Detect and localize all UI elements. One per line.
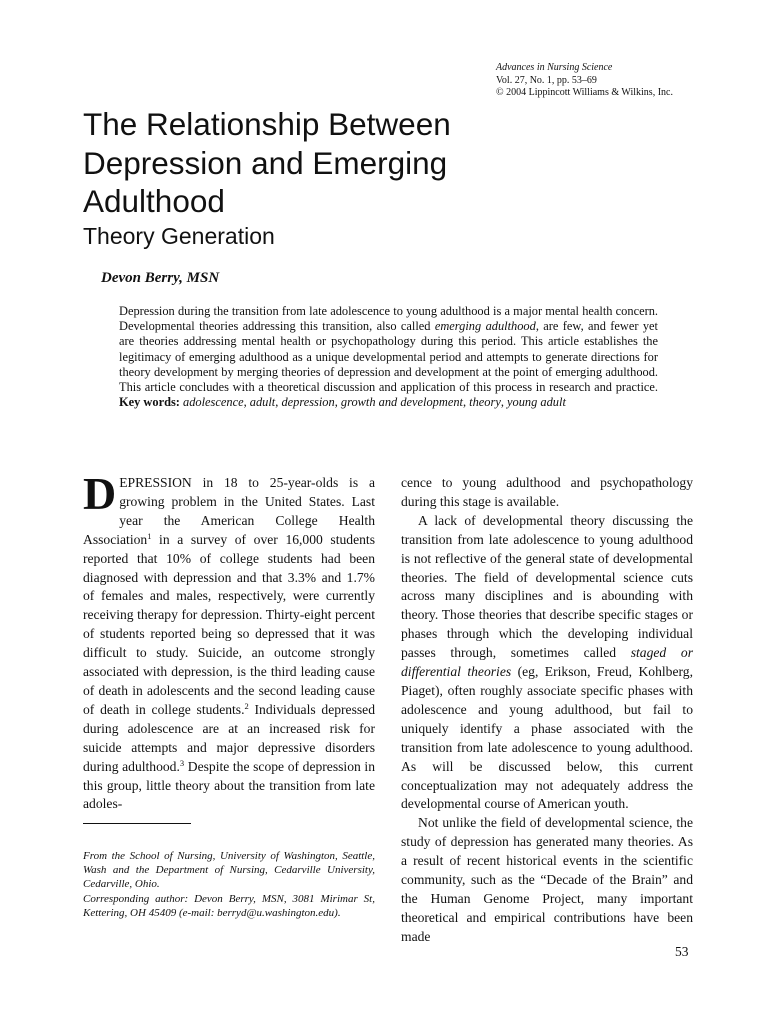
body-paragraph-3: Not unlike the field of developmental science, the study of depression has generated many theories. As a result of recent historical events in the scientific community, such as the “Decade of the Brain” and the Human Genome Project, many important theoretical and empirical contributions have been made [401,815,693,944]
paragraph-text: (eg, Erikson, Freud, Kohlberg, Piaget), often roughly associate specific phases with adolescence and young adulthood, but fail to uniquely identify a phase associated with the transition from late adolescence to young adulthood. As will be discussed below, this current conceptualization may not adequately address the developmental course of American youth. [401,664,693,812]
article-title [83,105,723,221]
footnote-rule [83,823,191,824]
title-line-2: Depression and Emerging [83,144,448,181]
body-paragraph-2 [401,512,693,815]
journal-citation [496,62,736,100]
keyword-separator: , [334,395,341,410]
footnote-affiliation: From the School of Nursing, University of Washington, Seattle, Wash and the Department of Nursing, Cedarville University, Cedarville, Ohio. [83,850,375,890]
paragraph-text: A lack of developmental theory discussing the transition from late adolescence to young adulthood is not reflective of the general state of developmental theories. The field of developmental science cuts across many disciplines and is abounding with theory. Those theories that describe specific stages or phases through which the developing individual passes through, sometimes called [401,512,693,661]
keyword: depression [281,395,335,410]
drop-cap: D [83,468,117,519]
abstract-emphasis: emerging adulthood [434,319,536,334]
paragraph-text: in a survey of over 16,000 students reported that 10% of college students had been diagnosed with depression and that 3.3% and 1.7% of females and males, respectively, were currently receiving therapy for depression. Thirty-eight percent of students reported being so depressed that it was difficult to study. Suicide, an outcome strongly associated with depression, is the third leading cause of death in adolescents and the second leading cause of death in college students. [83,531,375,717]
keyword-separator: , [500,395,508,410]
keyword-separator: , [275,395,282,410]
abstract-text-2: , are few, and fewer yet are theories addressing mental health or psychopathology during this period. This article establishes the legitimacy of emerging adulthood as a unique developmental period and attempts to generate directions for theory development by merging theories of depression and development at the point of emerging adulthood. This article concludes with a theoretical discussion and application of this process in research and practice. [119,319,659,395]
article-subtitle: Theory Generation [83,223,275,249]
journal-copyright: © 2004 Lippincott Williams & Wilkins, Inc. [496,87,673,98]
reference-superscript: 3 [179,757,185,768]
keyword-separator: , [462,395,470,410]
abstract [119,304,658,410]
abstract-text-1: Depression during the transition from late adolescence to young adulthood is a major mental health concern. Developmental theories addressing this transition, also called [119,304,658,334]
body-paragraph-1: DEPRESSION in 18 to 25-year-olds is a growing problem in the United States. Last year the American College Health Association$^1$ in a survey of over 16,000 students reported that 10% of college students had been diagnosed with depression and that 3.3% and 1.7% of females and males, respectively, were currently receiving therapy for depression. Thirty-eight percent of students reported being so depressed that it was difficult to study. Suicide, an outcome strongly associated with depression, is the third leading cause of death in adolescents and the second leading cause of death in college students.$^2$ Individuals depressed during adolescence are at an increased risk for suicide attempts and major depressive disorders during adulthood.$^3$ Despite the scope of depression in this group, little theory about the transition from late adoles- [83,468,375,812]
body-paragraph-1-continued: cence to young adulthood and psychopathology during this stage is available. [401,475,693,509]
body-column-right [401,474,693,947]
footnote-correspondence: Corresponding author: Devon Berry, MSN, 3081 Mirimar St, Kettering, OH 45409 (e-mail: berryd@u.washington.edu). [83,893,375,919]
author-name: Devon Berry, MSN [101,270,220,286]
keywords-label: Key words: [119,395,180,410]
keyword: adult [249,395,276,410]
reference-superscript: 2 [244,700,249,711]
journal-volume: Vol. 27, No. 1, pp. 53–69 [496,74,597,86]
keyword: adolescence [183,395,244,410]
page-number: 53 [675,944,689,959]
keyword: theory [469,395,501,410]
journal-name: Advances in Nursing Science [496,62,613,73]
paragraph-emphasis: staged or differential theories [401,645,693,680]
keyword: young adult [507,395,566,410]
paragraph-text: Despite the scope of depression in this group, little theory about the transition from late adoles [83,758,375,812]
title-line-3: Adulthood [83,183,225,219]
body-column-left [83,468,375,814]
keyword: growth and development [340,395,463,410]
keyword-separator: , [243,395,250,410]
title-line-1: The Relationship Between [83,106,451,142]
paragraph-text: EPRESSION in 18 to 25-year-olds is a growing problem in the United States. Last year the American College Health Association [83,475,375,547]
reference-superscript: 1 [147,530,152,541]
paragraph-text: Individuals depressed during adolescence are at an increased risk for suicide attempts and major depressive disorders during adulthood. [83,701,375,774]
